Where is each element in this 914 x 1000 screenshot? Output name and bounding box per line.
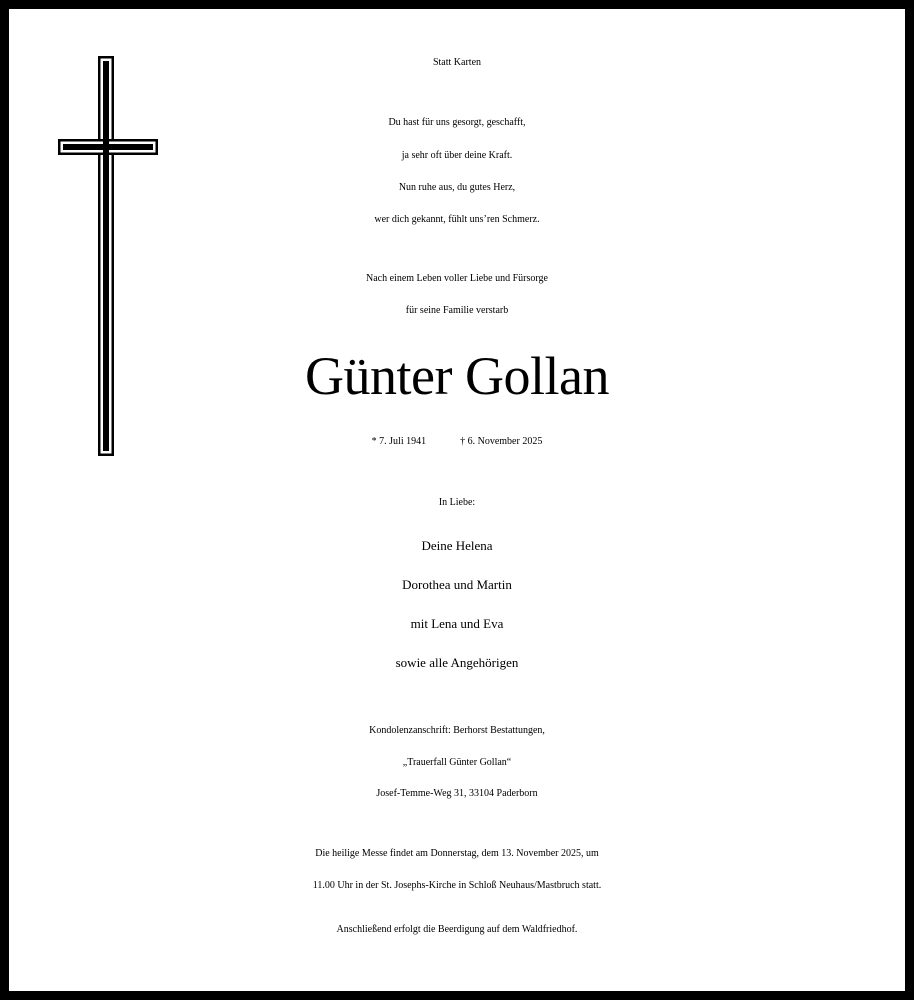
intro-line: Nach einem Leben voller Liebe und Fürsorge xyxy=(366,273,548,284)
condolence-line: „Trauerfall Günter Gollan“ xyxy=(402,757,512,768)
poem-line: Nun ruhe aus, du gutes Herz, xyxy=(398,182,516,193)
burial-line: Anschließend erfolgt die Beerdigung auf dem Waldfriedhof. xyxy=(336,924,578,935)
poem-line: ja sehr oft über deine Kraft. xyxy=(401,150,513,161)
deceased-name: Günter Gollan xyxy=(305,346,609,406)
header-text: Statt Karten xyxy=(432,57,482,68)
mass-line: 11.00 Uhr in der St. Josephs-Kirche in Schloß Neuhaus/Mastbruch statt. xyxy=(312,880,602,891)
mourner-line: Deine Helena xyxy=(421,538,493,553)
mourner-line: Dorothea und Martin xyxy=(402,577,512,592)
mourner-line: sowie alle Angehörigen xyxy=(395,655,519,670)
mass-line: Die heilige Messe findet am Donnerstag, dem 13. November 2025, um xyxy=(315,848,599,859)
poem-line: wer dich gekannt, fühlt uns’ren Schmerz. xyxy=(374,214,540,225)
intro-line: für seine Familie verstarb xyxy=(405,305,509,316)
condolence-line: Kondolenzanschrift: Berhorst Bestattungen, xyxy=(369,725,545,736)
poem-line: Du hast für uns gesorgt, geschafft, xyxy=(388,117,526,128)
in-love-label: In Liebe: xyxy=(438,497,476,508)
death-date: † 6. November 2025 xyxy=(460,436,543,447)
mourner-line: mit Lena und Eva xyxy=(410,616,504,631)
birth-date: * 7. Juli 1941 xyxy=(371,436,427,447)
life-dates xyxy=(0,437,914,447)
condolence-line: Josef-Temme-Weg 31, 33104 Paderborn xyxy=(376,788,538,799)
